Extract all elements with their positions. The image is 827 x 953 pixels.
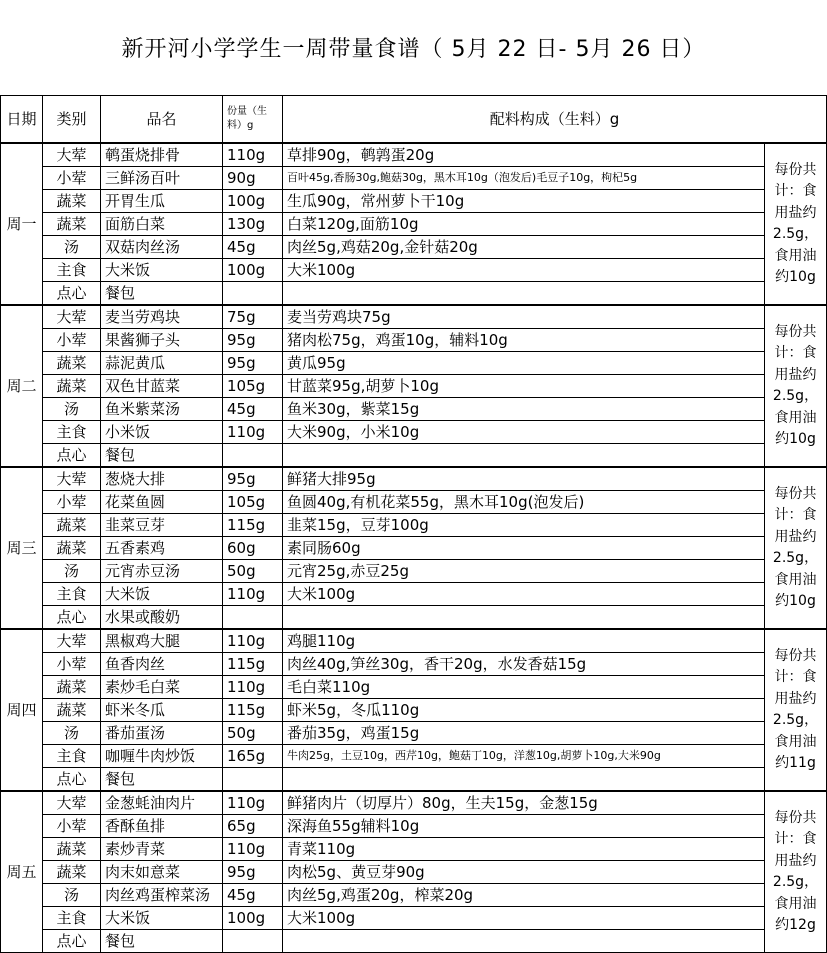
ingredients-cell: 素同肠60g bbox=[283, 537, 765, 560]
category-cell: 主食 bbox=[43, 583, 101, 606]
ingredients-cell bbox=[283, 930, 765, 953]
dish-cell: 葱烧大排 bbox=[101, 467, 223, 491]
day-label: 周二 bbox=[1, 305, 43, 467]
portion-cell: 65g bbox=[223, 815, 283, 838]
portion-cell: 95g bbox=[223, 329, 283, 352]
dish-cell: 五香素鸡 bbox=[101, 537, 223, 560]
dish-cell: 果酱狮子头 bbox=[101, 329, 223, 352]
dish-cell: 双菇肉丝汤 bbox=[101, 236, 223, 259]
dish-cell: 大米饭 bbox=[101, 907, 223, 930]
ingredients-cell bbox=[283, 444, 765, 468]
ingredients-cell: 肉松5g、黄豆芽90g bbox=[283, 861, 765, 884]
portion-cell bbox=[223, 444, 283, 468]
ingredients-cell: 大米100g bbox=[283, 259, 765, 282]
table-row bbox=[1, 259, 827, 282]
dish-cell: 咖喱牛肉炒饭 bbox=[101, 745, 223, 768]
ingredients-cell: 虾米5g，冬瓜110g bbox=[283, 699, 765, 722]
dish-cell: 韭菜豆芽 bbox=[101, 514, 223, 537]
table-row bbox=[1, 167, 827, 190]
ingredients-cell: 青菜110g bbox=[283, 838, 765, 861]
category-cell: 点心 bbox=[43, 444, 101, 468]
day-label: 周一 bbox=[1, 143, 43, 305]
portion-cell bbox=[223, 930, 283, 953]
table-row bbox=[1, 143, 827, 167]
category-cell: 大荤 bbox=[43, 305, 101, 329]
menu-table bbox=[0, 95, 827, 953]
ingredients-cell: 黄瓜95g bbox=[283, 352, 765, 375]
category-cell: 大荤 bbox=[43, 791, 101, 815]
ingredients-cell: 麦当劳鸡块75g bbox=[283, 305, 765, 329]
category-cell: 主食 bbox=[43, 421, 101, 444]
dish-cell: 蒜泥黄瓜 bbox=[101, 352, 223, 375]
dish-cell: 虾米冬瓜 bbox=[101, 699, 223, 722]
portion-cell: 45g bbox=[223, 236, 283, 259]
table-row bbox=[1, 907, 827, 930]
portion-cell: 110g bbox=[223, 838, 283, 861]
table-row bbox=[1, 537, 827, 560]
dish-cell: 三鲜汤百叶 bbox=[101, 167, 223, 190]
category-cell: 汤 bbox=[43, 884, 101, 907]
table-row bbox=[1, 305, 827, 329]
ingredients-cell: 韭菜15g，豆芽100g bbox=[283, 514, 765, 537]
portion-cell: 110g bbox=[223, 143, 283, 167]
category-cell: 蔬菜 bbox=[43, 514, 101, 537]
table-row bbox=[1, 768, 827, 792]
portion-cell: 50g bbox=[223, 560, 283, 583]
portion-cell: 115g bbox=[223, 699, 283, 722]
ingredients-cell: 大米100g bbox=[283, 907, 765, 930]
ingredients-cell: 深海鱼55g辅料10g bbox=[283, 815, 765, 838]
category-cell: 点心 bbox=[43, 768, 101, 792]
nutrition-note: 每份共计：食用盐约2.5g，食用油约10g bbox=[765, 143, 827, 305]
category-cell: 小荤 bbox=[43, 167, 101, 190]
portion-cell: 110g bbox=[223, 629, 283, 653]
portion-cell: 45g bbox=[223, 398, 283, 421]
ingredients-cell: 牛肉25g，土豆10g，西芹10g，鲍菇丁10g，洋葱10g,胡萝卜10g,大米90g bbox=[283, 745, 765, 768]
portion-cell: 95g bbox=[223, 861, 283, 884]
header-dish: 品名 bbox=[101, 96, 223, 144]
table-row bbox=[1, 560, 827, 583]
nutrition-note: 每份共计：食用盐约2.5g，食用油约12g bbox=[765, 791, 827, 953]
table-row bbox=[1, 676, 827, 699]
category-cell: 汤 bbox=[43, 560, 101, 583]
dish-cell: 餐包 bbox=[101, 768, 223, 792]
portion-cell: 130g bbox=[223, 213, 283, 236]
dish-cell: 双色甘蓝菜 bbox=[101, 375, 223, 398]
table-row bbox=[1, 861, 827, 884]
category-cell: 点心 bbox=[43, 930, 101, 953]
dish-cell: 大米饭 bbox=[101, 583, 223, 606]
dish-cell: 餐包 bbox=[101, 282, 223, 306]
table-row bbox=[1, 190, 827, 213]
portion-cell: 100g bbox=[223, 907, 283, 930]
portion-cell bbox=[223, 768, 283, 792]
category-cell: 大荤 bbox=[43, 467, 101, 491]
category-cell: 蔬菜 bbox=[43, 838, 101, 861]
dish-cell: 水果或酸奶 bbox=[101, 606, 223, 630]
dish-cell: 花菜鱼圆 bbox=[101, 491, 223, 514]
portion-cell: 110g bbox=[223, 791, 283, 815]
table-row bbox=[1, 791, 827, 815]
ingredients-cell: 鸡腿110g bbox=[283, 629, 765, 653]
dish-cell: 鹌蛋烧排骨 bbox=[101, 143, 223, 167]
ingredients-cell: 鲜猪肉片（切厚片）80g，生夫15g，金葱15g bbox=[283, 791, 765, 815]
table-row bbox=[1, 815, 827, 838]
ingredients-cell: 百叶45g,香肠30g,鲍菇30g，黑木耳10g（泡发后)毛豆子10g，枸杞5g bbox=[283, 167, 765, 190]
category-cell: 蔬菜 bbox=[43, 861, 101, 884]
dish-cell: 素炒青菜 bbox=[101, 838, 223, 861]
dish-cell: 素炒毛白菜 bbox=[101, 676, 223, 699]
category-cell: 主食 bbox=[43, 907, 101, 930]
header-day: 日期 bbox=[1, 96, 43, 144]
category-cell: 大荤 bbox=[43, 629, 101, 653]
category-cell: 汤 bbox=[43, 722, 101, 745]
dish-cell: 鱼米紫菜汤 bbox=[101, 398, 223, 421]
dish-cell: 金葱蚝油肉片 bbox=[101, 791, 223, 815]
table-row bbox=[1, 629, 827, 653]
day-label: 周三 bbox=[1, 467, 43, 629]
table-row bbox=[1, 375, 827, 398]
category-cell: 点心 bbox=[43, 282, 101, 306]
table-row bbox=[1, 838, 827, 861]
ingredients-cell bbox=[283, 606, 765, 630]
portion-cell: 110g bbox=[223, 676, 283, 699]
category-cell: 主食 bbox=[43, 745, 101, 768]
table-row bbox=[1, 236, 827, 259]
portion-cell: 105g bbox=[223, 491, 283, 514]
table-row bbox=[1, 329, 827, 352]
category-cell: 蔬菜 bbox=[43, 537, 101, 560]
nutrition-note: 每份共计：食用盐约2.5g，食用油约11g bbox=[765, 629, 827, 791]
ingredients-cell: 鱼圆40g,有机花菜55g，黑木耳10g(泡发后) bbox=[283, 491, 765, 514]
portion-cell: 90g bbox=[223, 167, 283, 190]
dish-cell: 麦当劳鸡块 bbox=[101, 305, 223, 329]
ingredients-cell: 毛白菜110g bbox=[283, 676, 765, 699]
table-row bbox=[1, 653, 827, 676]
table-row bbox=[1, 421, 827, 444]
portion-cell: 60g bbox=[223, 537, 283, 560]
portion-cell: 105g bbox=[223, 375, 283, 398]
table-row bbox=[1, 745, 827, 768]
dish-cell: 面筋白菜 bbox=[101, 213, 223, 236]
category-cell: 小荤 bbox=[43, 329, 101, 352]
table-row bbox=[1, 722, 827, 745]
table-row bbox=[1, 491, 827, 514]
ingredients-cell: 大米90g，小米10g bbox=[283, 421, 765, 444]
category-cell: 小荤 bbox=[43, 815, 101, 838]
dish-cell: 餐包 bbox=[101, 930, 223, 953]
dish-cell: 小米饭 bbox=[101, 421, 223, 444]
header-row bbox=[1, 96, 827, 144]
dish-cell: 餐包 bbox=[101, 444, 223, 468]
portion-cell: 75g bbox=[223, 305, 283, 329]
dish-cell: 肉丝鸡蛋榨菜汤 bbox=[101, 884, 223, 907]
header-category: 类别 bbox=[43, 96, 101, 144]
dish-cell: 大米饭 bbox=[101, 259, 223, 282]
portion-cell: 110g bbox=[223, 421, 283, 444]
ingredients-cell: 肉丝5g,鸡菇20g,金针菇20g bbox=[283, 236, 765, 259]
table-row bbox=[1, 514, 827, 537]
portion-cell: 115g bbox=[223, 514, 283, 537]
ingredients-cell bbox=[283, 282, 765, 306]
table-row bbox=[1, 398, 827, 421]
category-cell: 汤 bbox=[43, 236, 101, 259]
day-label: 周五 bbox=[1, 791, 43, 953]
category-cell: 蔬菜 bbox=[43, 676, 101, 699]
table-row bbox=[1, 699, 827, 722]
ingredients-cell: 甘蓝菜95g,胡萝卜10g bbox=[283, 375, 765, 398]
ingredients-cell: 猪肉松75g，鸡蛋10g，辅料10g bbox=[283, 329, 765, 352]
portion-cell: 100g bbox=[223, 259, 283, 282]
dish-cell: 元宵赤豆汤 bbox=[101, 560, 223, 583]
ingredients-cell bbox=[283, 768, 765, 792]
nutrition-note: 每份共计：食用盐约2.5g，食用油约10g bbox=[765, 467, 827, 629]
ingredients-cell: 鱼米30g，紫菜15g bbox=[283, 398, 765, 421]
table-row bbox=[1, 884, 827, 907]
category-cell: 主食 bbox=[43, 259, 101, 282]
category-cell: 蔬菜 bbox=[43, 375, 101, 398]
portion-cell bbox=[223, 282, 283, 306]
portion-cell: 110g bbox=[223, 583, 283, 606]
ingredients-cell: 生瓜90g，常州萝卜干10g bbox=[283, 190, 765, 213]
header-ingredients: 配料构成（生料）g bbox=[283, 96, 827, 144]
table-row bbox=[1, 282, 827, 306]
ingredients-cell: 番茄35g，鸡蛋15g bbox=[283, 722, 765, 745]
ingredients-cell: 肉丝40g,笋丝30g，香干20g，水发香菇15g bbox=[283, 653, 765, 676]
table-row bbox=[1, 444, 827, 468]
table-row bbox=[1, 583, 827, 606]
table-row bbox=[1, 606, 827, 630]
portion-cell: 100g bbox=[223, 190, 283, 213]
ingredients-cell: 白菜120g,面筋10g bbox=[283, 213, 765, 236]
category-cell: 汤 bbox=[43, 398, 101, 421]
menu-body bbox=[1, 143, 827, 953]
ingredients-cell: 鲜猪大排95g bbox=[283, 467, 765, 491]
portion-cell: 165g bbox=[223, 745, 283, 768]
portion-cell: 95g bbox=[223, 352, 283, 375]
nutrition-note: 每份共计：食用盐约2.5g，食用油约10g bbox=[765, 305, 827, 467]
category-cell: 小荤 bbox=[43, 653, 101, 676]
portion-cell: 45g bbox=[223, 884, 283, 907]
table-row bbox=[1, 930, 827, 953]
dish-cell: 肉末如意菜 bbox=[101, 861, 223, 884]
table-row bbox=[1, 213, 827, 236]
dish-cell: 番茄蛋汤 bbox=[101, 722, 223, 745]
dish-cell: 开胃生瓜 bbox=[101, 190, 223, 213]
category-cell: 蔬菜 bbox=[43, 699, 101, 722]
table-row bbox=[1, 352, 827, 375]
dish-cell: 鱼香肉丝 bbox=[101, 653, 223, 676]
category-cell: 小荤 bbox=[43, 491, 101, 514]
portion-cell bbox=[223, 606, 283, 630]
ingredients-cell: 大米100g bbox=[283, 583, 765, 606]
category-cell: 点心 bbox=[43, 606, 101, 630]
ingredients-cell: 草排90g，鹌鹑蛋20g bbox=[283, 143, 765, 167]
category-cell: 蔬菜 bbox=[43, 352, 101, 375]
page-title: 新开河小学学生一周带量食谱（ 5月 22 日- 5月 26 日） bbox=[121, 37, 706, 62]
portion-cell: 95g bbox=[223, 467, 283, 491]
portion-cell: 115g bbox=[223, 653, 283, 676]
dish-cell: 香酥鱼排 bbox=[101, 815, 223, 838]
dish-cell: 黑椒鸡大腿 bbox=[101, 629, 223, 653]
ingredients-cell: 元宵25g,赤豆25g bbox=[283, 560, 765, 583]
header-portion: 份量（生料）g bbox=[223, 96, 283, 144]
day-label: 周四 bbox=[1, 629, 43, 791]
category-cell: 蔬菜 bbox=[43, 213, 101, 236]
table-row bbox=[1, 467, 827, 491]
ingredients-cell: 肉丝5g,鸡蛋20g，榨菜20g bbox=[283, 884, 765, 907]
category-cell: 蔬菜 bbox=[43, 190, 101, 213]
category-cell: 大荤 bbox=[43, 143, 101, 167]
portion-cell: 50g bbox=[223, 722, 283, 745]
